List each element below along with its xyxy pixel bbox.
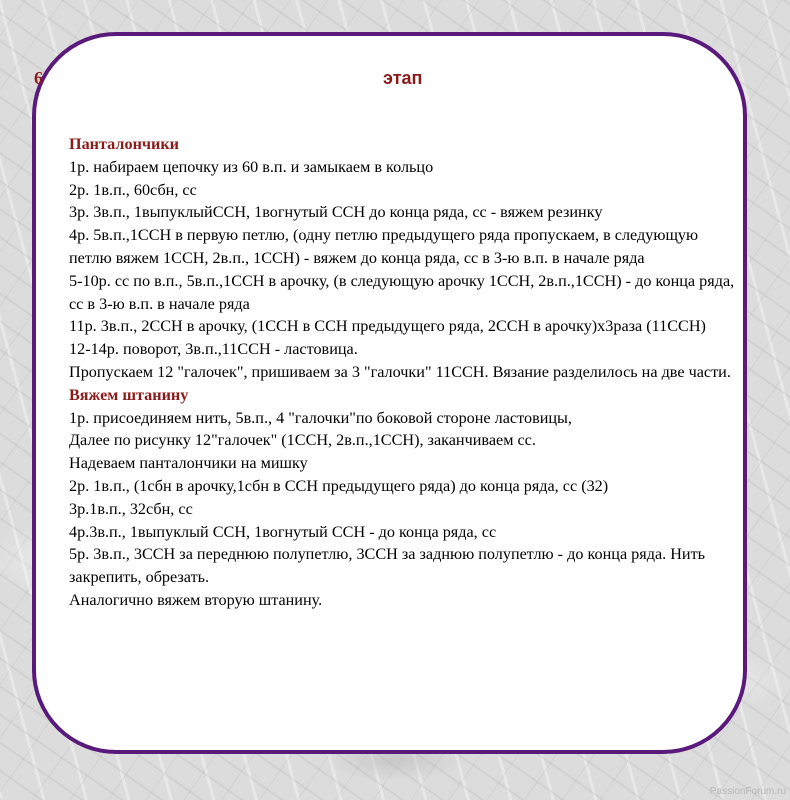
instruction-line: 5р. 3в.п., 3ССН за переднюю полупетлю, 3ССН за заднюю полупетлю - до конца ряда. Нить закрепить, обрезать. [69, 545, 706, 587]
instruction-line: Надеваем панталончики на мишку [69, 454, 308, 473]
instruction-line: 4р. 5в.п.,1ССН в первую петлю, (одну петлю предыдущего ряда пропускаем, в следующую петлю вяжем 1ССН, 2в.п., 1ССН) - вяжем до конца ряда, сс в 3-ю в.п. в начале ряда [69, 226, 699, 267]
instruction-line: 12-14р. поворот, 3в.п.,11ССН - ластовица. [69, 340, 358, 359]
instruction-line: 3р.1в.п., 32сбн, сс [69, 499, 193, 518]
site-watermark: PassionForum.ru [709, 786, 786, 797]
section-heading-leg: Вяжем штанину [69, 385, 189, 404]
instruction-line: 4р.3в.п., 1выпуклый ССН, 1вогнутый ССН - до конца ряда, сс [69, 522, 497, 541]
instruction-line: 1р. присоединяем нить, 5в.п., 4 "галочки"по боковой стороне ластовицы, [69, 408, 572, 427]
instruction-line: Далее по рисунку 12"галочек" (1ССН, 2в.п.,1ССН), заканчиваем сс. [69, 431, 536, 450]
instructions-body [69, 133, 741, 612]
instruction-line: 11р. 3в.п., 2ССН в арочку, (1ССН в ССН предыдущего ряда, 2ССН в арочку)х3раза (11ССН) [69, 317, 706, 336]
instruction-line: Аналогично вяжем вторую штанину. [69, 590, 323, 609]
instruction-line: 1р. набираем цепочку из 60 в.п. и замыкаем в кольцо [69, 157, 434, 176]
instruction-line: 2р. 1в.п., 60сбн, сс [69, 180, 197, 199]
instruction-line: Пропускаем 12 "галочек", пришиваем за 3 "галочки" 11ССН. Вязание разделилось на две части. [69, 362, 731, 381]
stage-number: 6 [34, 68, 43, 88]
instruction-line: 2р. 1в.п., (1сбн в арочку,1сбн в ССН предыдущего ряда) до конца ряда, сс (32) [69, 476, 609, 495]
section-heading-pants: Панталончики [69, 135, 180, 153]
stage-title: этап [383, 68, 423, 88]
instruction-line: 3р. 3в.п., 1выпуклыйССН, 1вогнутый ССН до конца ряда, сс - вяжем резинку [69, 203, 603, 222]
instruction-line: 5-10р. сс по в.п., 5в.п.,1ССН в арочку, (в следующую арочку 1ССН, 2в.п.,1ССН) - до конца ряда, сс в 3-ю в.п. в начале ряда [69, 271, 735, 313]
